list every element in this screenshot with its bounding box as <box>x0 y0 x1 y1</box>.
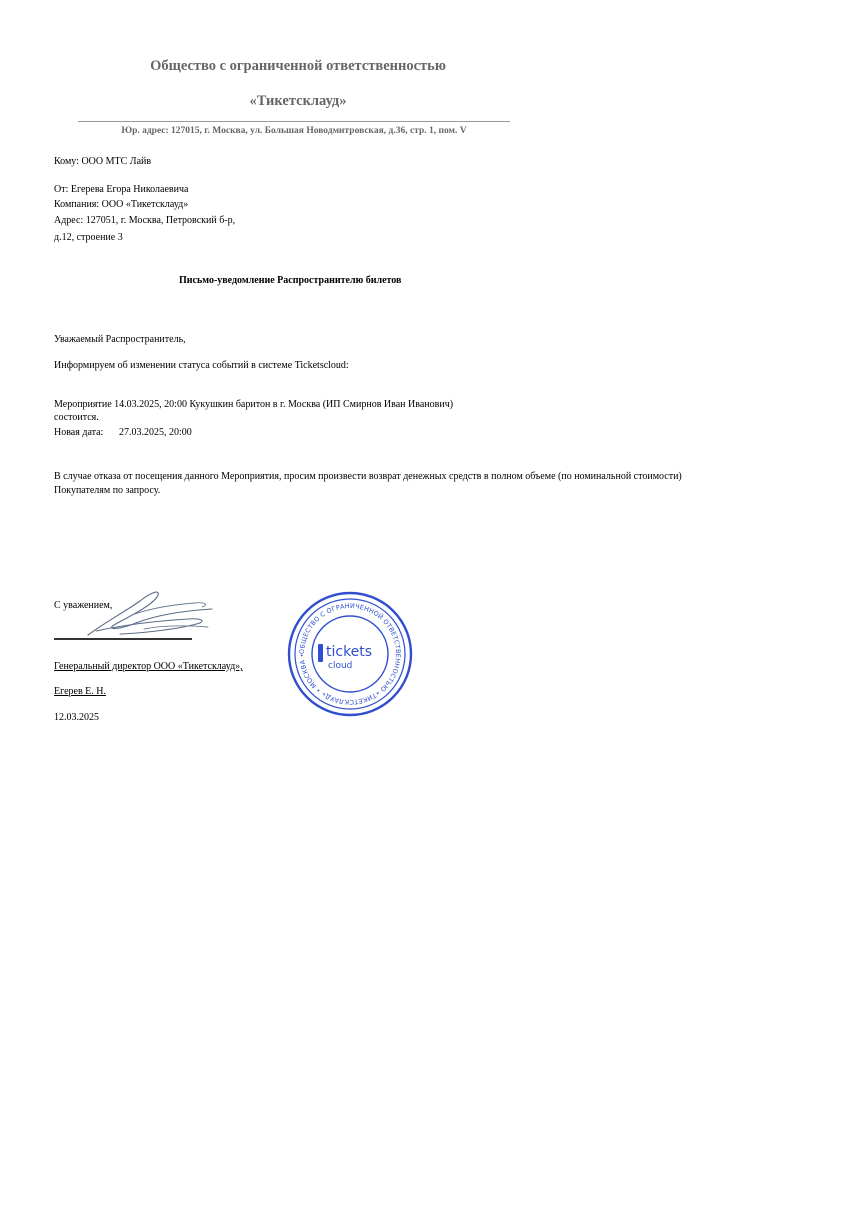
event-line2: состоится. <box>54 412 99 423</box>
new-date-value: 27.03.2025, 20:00 <box>119 427 192 438</box>
recipient-line: Кому: ООО МТС Лайв <box>54 156 152 167</box>
greeting: Уважаемый Распространитель, <box>54 334 186 345</box>
signer-position: Генеральный директор ООО «Тикетсклауд», <box>54 661 243 672</box>
stamp-logo-mark <box>318 644 323 662</box>
refund-line1: В случае отказа от посещения данного Мероприятия, просим произвести возврат денежных средств в полном объеме (по номинальной стоимости) <box>54 471 682 482</box>
new-date-label: Новая дата: <box>54 427 104 438</box>
stamp-brand-line1: tickets <box>326 644 373 660</box>
sender-company: Компания: ООО «Тикетсклауд» <box>54 199 189 210</box>
header-divider <box>78 121 510 122</box>
sender-address-line1: Адрес: 127051, г. Москва, Петровский б-р, <box>54 215 236 226</box>
event-line1: Мероприятие 14.03.2025, 20:00 Кукушкин баритон в г. Москва (ИП Смирнов Иван Иванович) <box>54 399 454 410</box>
stamp-brand-line2: cloud <box>328 661 353 671</box>
org-name-line1: Общество с ограниченной ответственностью <box>150 58 446 74</box>
signature-line <box>54 638 192 640</box>
sender-address-line2: д.12, строение 3 <box>54 232 123 243</box>
letter-date: 12.03.2025 <box>54 712 99 723</box>
letter-title: Письмо-уведомление Распространителю билетов <box>179 275 402 286</box>
stamp-ring-text: ОБЩЕСТВО С ОГРАНИЧЕННОЙ ОТВЕТСТВЕННОСТЬЮ «ТИКЕТСКЛАУД» • МОСКВА • <box>297 601 403 707</box>
sender-from: От: Егерева Егора Николаевича <box>54 184 189 195</box>
company-stamp <box>286 590 414 718</box>
intro-text: Информируем об изменении статуса событий в системе Ticketscloud: <box>54 360 349 371</box>
legal-address: Юр. адрес: 127015, г. Москва, ул. Большая Новодмитровская, д.36, стр. 1, пом. V <box>121 126 467 136</box>
signer-name: Егерев Е. Н. <box>54 686 107 697</box>
org-name-line2: «Тикетсклауд» <box>249 93 347 109</box>
regards: С уважением, <box>54 600 113 611</box>
handwritten-signature <box>84 585 220 641</box>
refund-line2: Покупателям по запросу. <box>54 485 161 496</box>
